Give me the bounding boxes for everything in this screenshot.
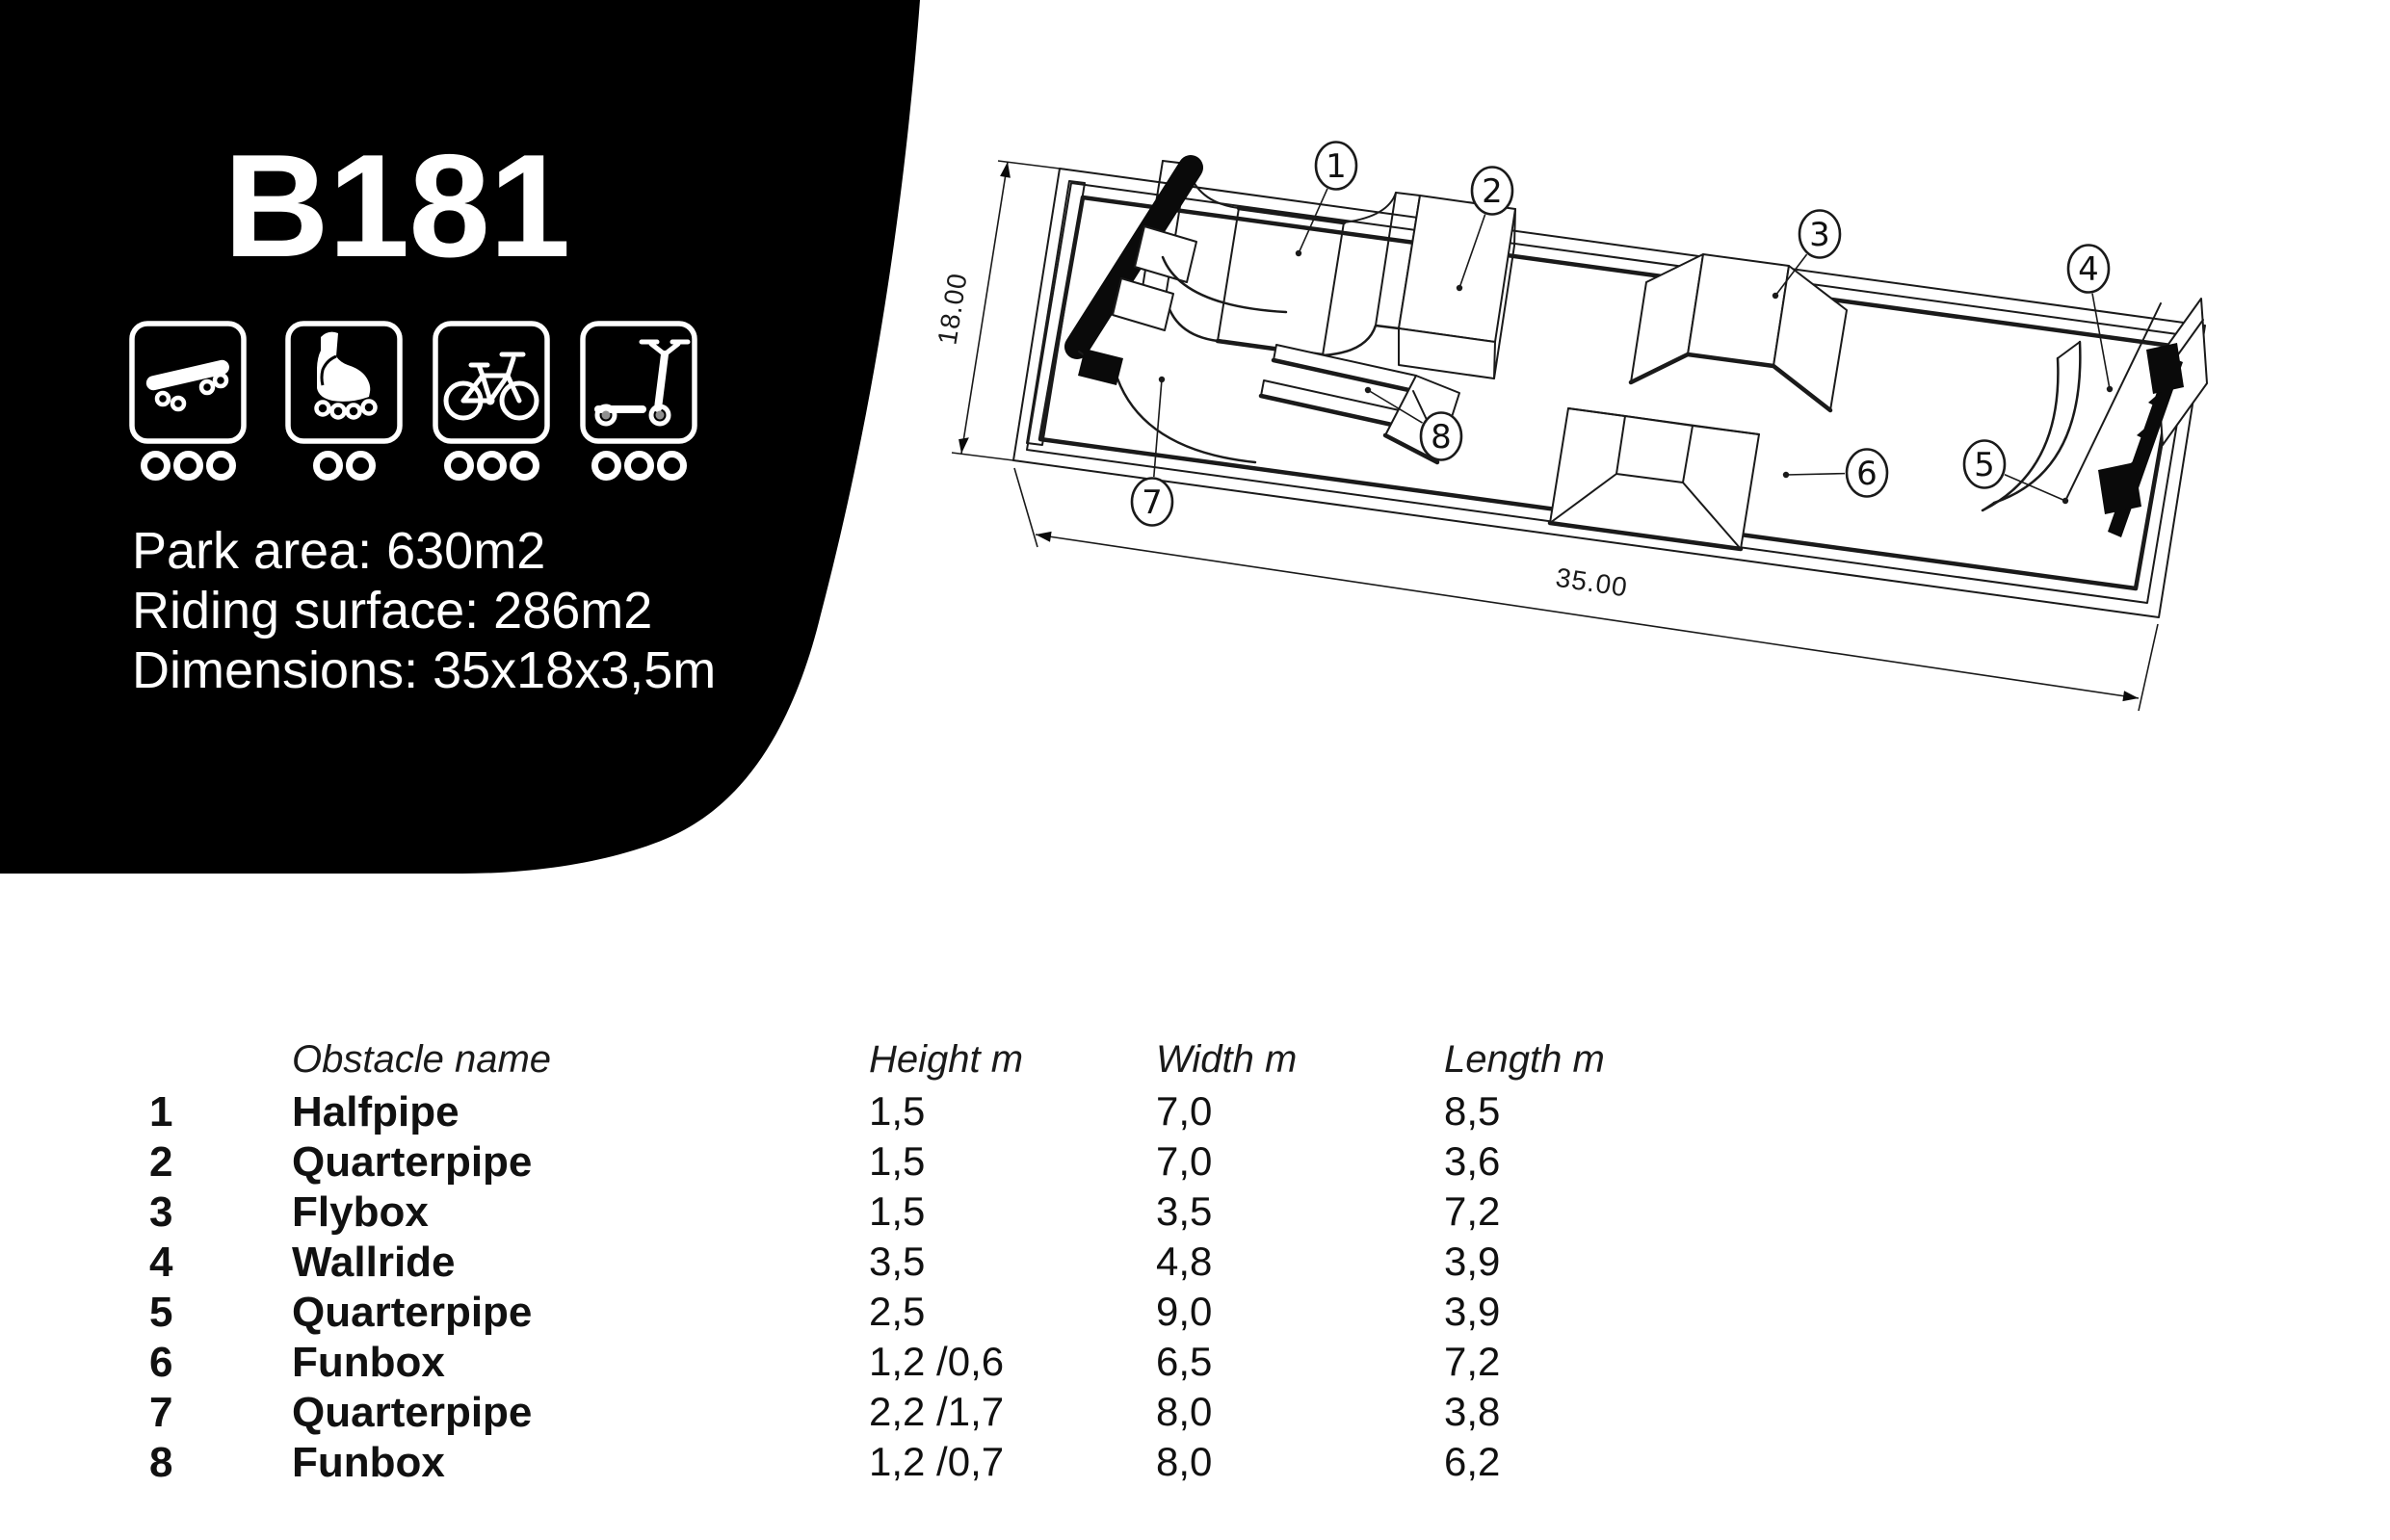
obstacle-length: 3,9 [1444, 1289, 1501, 1334]
row-number: 8 [149, 1439, 173, 1486]
obstacle-name: Funbox [292, 1439, 445, 1486]
difficulty-dot [173, 451, 203, 481]
table-row-8 [135, 1439, 1638, 1489]
callout-leader-line [2092, 294, 2110, 389]
obstacle-name: Wallride [292, 1239, 456, 1286]
obstacle-funbox-6 [1550, 408, 1759, 549]
callout-anchor-dot [1773, 293, 1778, 299]
difficulty-dot [346, 451, 376, 481]
riding-surface-line: Riding surface: 286m2 [132, 582, 653, 639]
table-row-4 [135, 1239, 1638, 1289]
dimensions-line: Dimensions: 35x18x3,5m [132, 641, 717, 699]
table-row-7 [135, 1389, 1638, 1439]
skateboard-difficulty-dots [128, 451, 248, 485]
inline-skates-icon [284, 320, 404, 445]
obstacle-height: 2,5 [869, 1289, 926, 1334]
column-header-length: Length m [1444, 1038, 1605, 1081]
difficulty-dot [510, 451, 539, 481]
callout-4 [2068, 246, 2113, 393]
callout-number: 2 [1482, 172, 1503, 211]
obstacle-length: 3,8 [1444, 1389, 1501, 1434]
table-row-3 [135, 1188, 1638, 1239]
obstacle-spec-table [135, 1038, 1638, 1501]
obstacle-width: 6,5 [1156, 1339, 1213, 1384]
obstacle-height: 1,2 /0,7 [869, 1439, 1005, 1484]
obstacle-width: 4,8 [1156, 1239, 1213, 1284]
obstacle-height: 2,2 /1,7 [869, 1389, 1005, 1434]
platform-outline [1013, 169, 2205, 617]
obstacle-height: 1,5 [869, 1088, 926, 1134]
obstacle-width: 3,5 [1156, 1188, 1213, 1234]
callout-anchor-dot [1296, 250, 1301, 256]
obstacle-length: 7,2 [1444, 1339, 1501, 1384]
callout-anchor-dot [1457, 285, 1462, 291]
difficulty-dot [477, 451, 507, 481]
row-number: 4 [149, 1239, 173, 1286]
callout-number: 4 [2078, 250, 2099, 289]
obstacle-name: Quarterpipe [292, 1138, 533, 1186]
difficulty-dot [141, 451, 171, 481]
difficulty-dot [444, 451, 474, 481]
dimension-length-label: 35.00 [1553, 561, 1630, 603]
obstacle-flybox [1631, 254, 1847, 410]
dimension-width-label: 18.00 [932, 271, 973, 348]
scooter-icon [579, 320, 698, 445]
obstacle-name: Quarterpipe [292, 1389, 533, 1436]
difficulty-dot [313, 451, 343, 481]
callout-6 [1783, 450, 1887, 497]
inline-skates-difficulty-dots [284, 451, 404, 485]
callout-anchor-dot [2062, 498, 2068, 504]
table-row-2 [135, 1138, 1638, 1188]
callout-number: 8 [1431, 418, 1452, 457]
obstacle-height: 1,2 /0,6 [869, 1339, 1005, 1384]
obstacle-name: Funbox [292, 1339, 445, 1386]
obstacle-height: 1,5 [869, 1138, 926, 1184]
callout-number: 1 [1326, 147, 1347, 186]
column-header-height: Height m [869, 1038, 1024, 1081]
callout-anchor-dot [2107, 386, 2113, 392]
difficulty-dot [624, 451, 654, 481]
skateboard-icon [128, 320, 248, 445]
product-code-title: B181 [223, 124, 570, 288]
obstacle-name: Halfpipe [292, 1088, 460, 1135]
callout-anchor-dot [1783, 472, 1789, 478]
table-row-1 [135, 1088, 1638, 1138]
row-number: 2 [149, 1138, 173, 1186]
callout-1 [1296, 143, 1356, 257]
bmx-difficulty-dots [432, 451, 551, 485]
obstacle-width: 8,0 [1156, 1439, 1213, 1484]
difficulty-dot [657, 451, 687, 481]
table-row-6 [135, 1339, 1638, 1389]
skatepark-isometric-drawing [906, 58, 2390, 751]
callout-number: 5 [1974, 446, 1995, 484]
obstacle-width: 7,0 [1156, 1088, 1213, 1134]
obstacle-width: 8,0 [1156, 1389, 1213, 1434]
obstacle-width: 9,0 [1156, 1289, 1213, 1334]
callout-leader-line [1786, 474, 1845, 475]
scooter-difficulty-dots [579, 451, 698, 485]
obstacle-length: 3,6 [1444, 1138, 1501, 1184]
column-header-width: Width m [1156, 1038, 1298, 1081]
obstacle-length: 8,5 [1444, 1088, 1501, 1134]
row-number: 5 [149, 1289, 173, 1336]
table-header-row [135, 1038, 1638, 1088]
obstacle-length: 6,2 [1444, 1439, 1501, 1484]
callout-anchor-dot [1365, 387, 1371, 393]
obstacle-length: 7,2 [1444, 1188, 1501, 1234]
obstacle-height: 3,5 [869, 1239, 926, 1284]
obstacle-name: Quarterpipe [292, 1289, 533, 1336]
column-header-obstacle-name: Obstacle name [292, 1038, 552, 1081]
row-number: 3 [149, 1188, 173, 1236]
bmx-bike-icon [432, 320, 551, 445]
obstacle-quarterpipe-5 [1983, 342, 2080, 510]
callout-number: 6 [1856, 455, 1878, 493]
row-number: 7 [149, 1389, 173, 1436]
row-number: 6 [149, 1339, 173, 1386]
difficulty-dot [206, 451, 236, 481]
obstacle-name: Flybox [292, 1188, 429, 1236]
callout-anchor-dot [1159, 377, 1165, 382]
callout-5 [1964, 441, 2068, 505]
obstacle-width: 7,0 [1156, 1138, 1213, 1184]
callout-number: 7 [1142, 483, 1163, 522]
park-area-line: Park area: 630m2 [132, 522, 546, 580]
park-info-block [132, 521, 716, 700]
row-number: 1 [149, 1088, 173, 1135]
obstacle-length: 3,9 [1444, 1239, 1501, 1284]
callout-number: 3 [1809, 216, 1830, 254]
table-row-5 [135, 1289, 1638, 1339]
obstacle-height: 1,5 [869, 1188, 926, 1234]
difficulty-dot [591, 451, 621, 481]
